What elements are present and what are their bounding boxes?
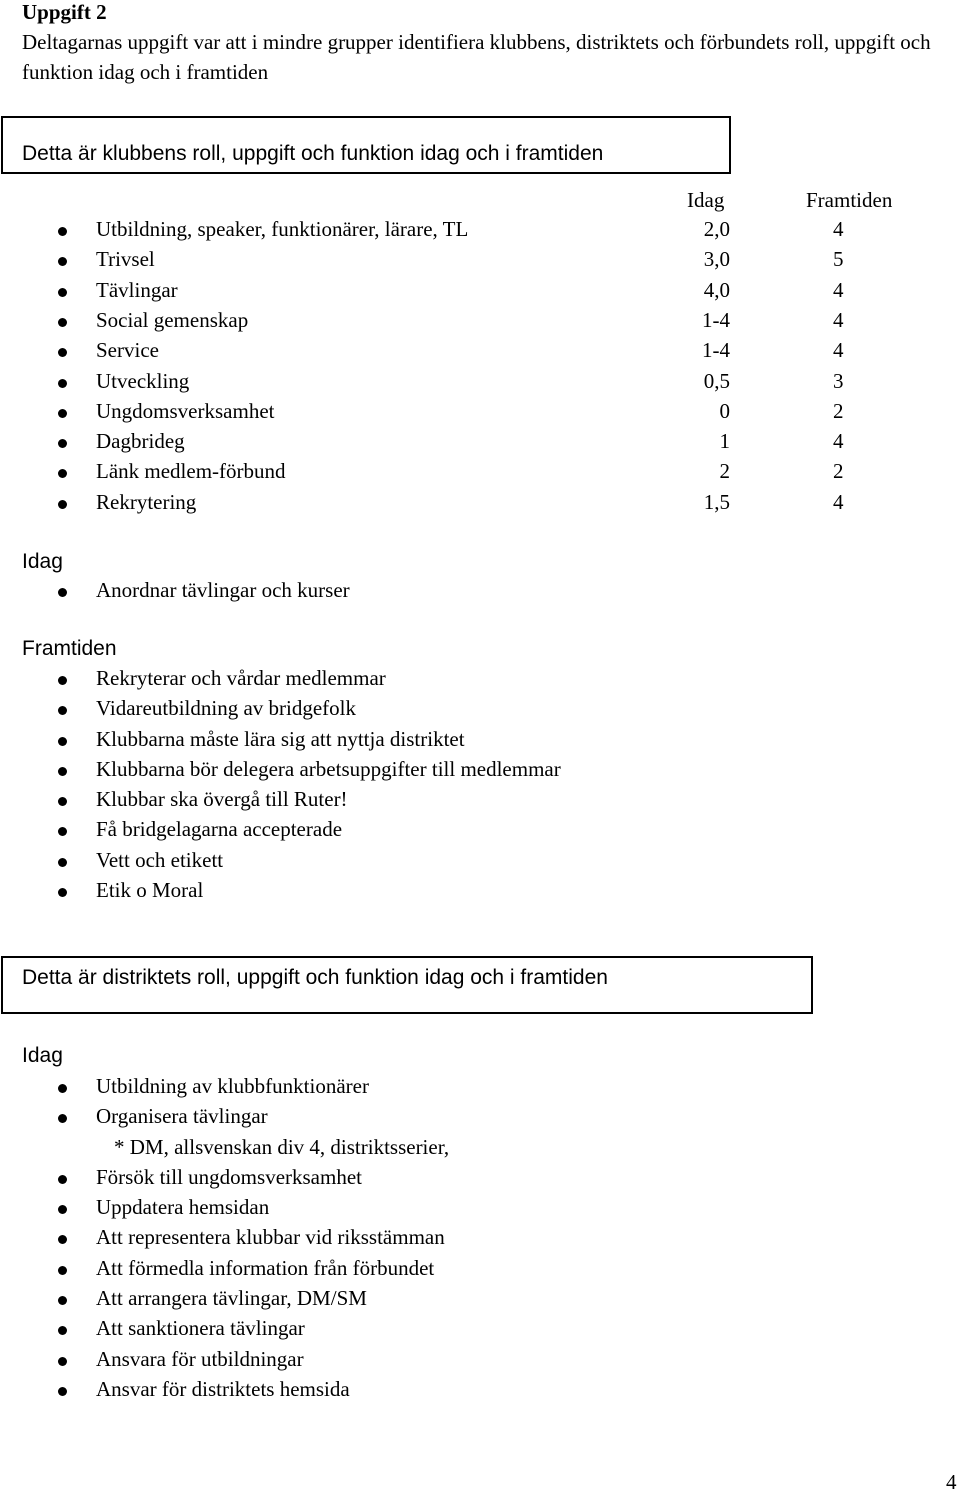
bullet-icon <box>58 379 67 388</box>
list-item-text: Organisera tävlingar <box>96 1104 268 1129</box>
table-row <box>0 278 960 308</box>
page-number: 4 <box>946 1470 957 1494</box>
list-item-text: Att sanktionera tävlingar <box>96 1316 305 1341</box>
bullet-icon <box>58 500 67 509</box>
bullet-icon <box>58 858 67 867</box>
bullet-icon <box>58 1205 67 1214</box>
list-item-text: Försök till ungdomsverksamhet <box>96 1164 362 1189</box>
district-section-title-box <box>1 956 813 1014</box>
list-item-text: Rekryterar och vårdar medlemmar <box>96 666 386 690</box>
row-label: Rekrytering <box>96 489 197 514</box>
bullet-icon <box>58 1326 67 1335</box>
row-value-idag: 0,5 <box>703 368 730 393</box>
page-heading: Uppgift 2 <box>22 0 107 24</box>
row-value-idag: 1,5 <box>703 489 730 514</box>
table-row <box>0 399 960 429</box>
list-item <box>0 1195 960 1225</box>
bullet-icon <box>58 1266 67 1275</box>
list-item <box>0 817 960 847</box>
bullet-icon <box>58 288 67 297</box>
row-value-idag: 1 <box>719 429 730 454</box>
list-item-text: Få bridgelagarna accepterade <box>96 817 343 842</box>
bullet-icon <box>58 1235 67 1244</box>
table-row <box>0 490 960 520</box>
club-framtiden-list <box>0 666 960 908</box>
row-value-idag: 3,0 <box>703 247 730 272</box>
list-item <box>0 848 960 878</box>
table-row <box>0 338 960 368</box>
bullet-icon <box>58 439 67 448</box>
list-item-text: Klubbarna måste lära sig att nyttja distriktet <box>96 726 465 751</box>
row-value-framtiden: 4 <box>833 277 844 302</box>
list-item <box>0 878 960 908</box>
list-item-text: Att arrangera tävlingar, DM/SM <box>96 1286 367 1311</box>
bullet-icon <box>58 1175 67 1184</box>
bullet-icon <box>58 1084 67 1093</box>
bullet-icon <box>58 706 67 715</box>
row-value-framtiden: 4 <box>833 489 844 514</box>
list-item <box>0 787 960 817</box>
list-item-text: Etik o Moral <box>96 878 204 903</box>
list-item <box>0 1135 960 1165</box>
row-value-idag: 2,0 <box>703 217 730 241</box>
list-item <box>0 666 960 696</box>
bullet-icon <box>58 737 67 746</box>
table-row <box>0 247 960 277</box>
bullet-icon <box>58 827 67 836</box>
row-value-framtiden: 4 <box>833 307 844 332</box>
list-item-text: Att förmedla information från förbundet <box>96 1255 435 1280</box>
club-idag-heading: Idag <box>22 550 63 573</box>
row-label: Tävlingar <box>96 277 178 302</box>
list-item <box>0 1316 960 1346</box>
district-idag-list <box>0 1074 960 1407</box>
row-label: Trivsel <box>96 247 155 272</box>
list-item-text: Att representera klubbar vid riksstämman <box>96 1225 445 1250</box>
list-item-text: Uppdatera hemsidan <box>96 1195 270 1220</box>
list-item-text: Vidareutbildning av bridgefolk <box>96 696 357 721</box>
row-value-idag: 1-4 <box>702 307 730 332</box>
district-idag-heading: Idag <box>22 1044 63 1067</box>
list-item <box>0 1104 960 1134</box>
list-item-text: Klubbarna bör delegera arbetsuppgifter till medlemmar <box>96 756 561 781</box>
row-value-framtiden: 3 <box>833 368 844 393</box>
row-label: Dagbrideg <box>96 429 185 454</box>
row-value-idag: 4,0 <box>703 277 730 302</box>
row-label: Service <box>96 338 159 363</box>
row-value-framtiden: 4 <box>833 338 844 363</box>
row-value-framtiden: 4 <box>833 217 844 241</box>
list-item-text: Klubbar ska övergå till Ruter! <box>96 787 348 812</box>
list-item <box>0 1165 960 1195</box>
row-value-framtiden: 4 <box>833 429 844 454</box>
bullet-icon <box>58 318 67 327</box>
row-label: Utbildning, speaker, funktionärer, lärare, TL <box>96 217 469 241</box>
row-value-framtiden: 5 <box>833 247 844 272</box>
bullet-icon <box>58 888 67 897</box>
list-item <box>0 1256 960 1286</box>
list-item <box>0 727 960 757</box>
bullet-icon <box>58 1387 67 1396</box>
list-item <box>0 1377 960 1407</box>
list-item <box>0 578 960 608</box>
bullet-icon <box>58 676 67 685</box>
bullet-icon <box>58 469 67 478</box>
bullet-icon <box>58 1114 67 1123</box>
list-item-text: Ansvara för utbildningar <box>96 1346 304 1371</box>
bullet-icon <box>58 348 67 357</box>
list-item <box>0 1347 960 1377</box>
table-row <box>0 308 960 338</box>
row-label: Utveckling <box>96 368 190 393</box>
row-value-idag: 1-4 <box>702 338 730 363</box>
column-header-framtiden: Framtiden <box>806 188 893 212</box>
row-value-framtiden: 2 <box>833 459 844 484</box>
row-value-framtiden: 2 <box>833 398 844 423</box>
list-item <box>0 757 960 787</box>
list-item-text: * DM, allsvenskan div 4, distriktsserier, <box>114 1134 450 1159</box>
row-label: Ungdomsverksamhet <box>96 398 275 423</box>
club-section-title: Detta är klubbens roll, uppgift och funktion idag och i framtiden <box>22 142 604 165</box>
list-item-text: Ansvar för distriktets hemsida <box>96 1376 350 1401</box>
row-value-idag: 0 <box>719 398 730 423</box>
list-item <box>0 696 960 726</box>
bullet-icon <box>58 1357 67 1366</box>
list-item <box>0 1074 960 1104</box>
bullet-icon <box>58 1296 67 1305</box>
list-item-text: Anordnar tävlingar och kurser <box>96 578 350 602</box>
bullet-icon <box>58 588 67 597</box>
intro-text: Deltagarnas uppgift var att i mindre grupper identifiera klubbens, distriktets och förbundets roll, uppgift och funktion idag och i framtiden <box>22 30 931 84</box>
bullet-icon <box>58 257 67 266</box>
club-section-title-box <box>1 116 731 174</box>
list-item <box>0 1286 960 1316</box>
table-row <box>0 429 960 459</box>
club-framtiden-heading: Framtiden <box>22 637 117 660</box>
row-value-idag: 2 <box>719 459 730 484</box>
club-idag-list <box>0 578 960 608</box>
list-item-text: Utbildning av klubbfunktionärer <box>96 1074 369 1098</box>
district-section-title: Detta är distriktets roll, uppgift och funktion idag och i framtiden <box>22 966 608 989</box>
bullet-icon <box>58 227 67 236</box>
column-header-idag: Idag <box>687 188 725 212</box>
list-item <box>0 1225 960 1255</box>
list-item-text: Vett och etikett <box>96 847 224 872</box>
bullet-icon <box>58 797 67 806</box>
row-label: Länk medlem-förbund <box>96 459 286 484</box>
bullet-icon <box>58 767 67 776</box>
table-row <box>0 369 960 399</box>
table-row <box>0 459 960 489</box>
bullet-icon <box>58 409 67 418</box>
row-label: Social gemenskap <box>96 307 249 332</box>
table-row <box>0 217 960 247</box>
